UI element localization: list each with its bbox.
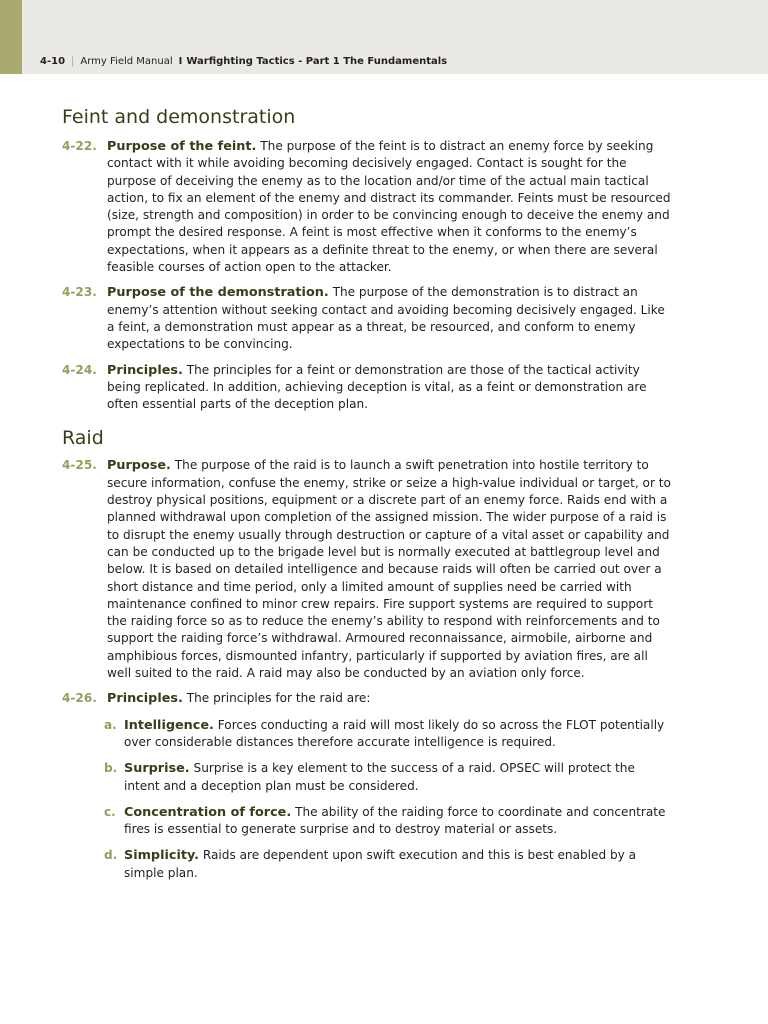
list-item-letter: d. — [104, 848, 118, 863]
list-item-concentration-of-force — [62, 804, 672, 839]
list-item-letter: c. — [104, 804, 116, 819]
header-separator: | — [71, 56, 75, 67]
list-item-letter: b. — [104, 761, 118, 776]
chapter-tab — [0, 0, 22, 74]
list-item-text: Raids are dependent upon swift execution and this is best enabled by a simple plan. — [124, 848, 637, 880]
section-heading-raid: Raid — [62, 427, 104, 450]
paragraph-lead: Principles. — [107, 362, 183, 378]
paragraph-lead: Principles. — [107, 691, 183, 707]
running-header — [40, 56, 447, 68]
paragraph-4-24 — [62, 362, 672, 414]
paragraph-text: The purpose of the demonstration is to distract an enemy’s attention without seeking contact and avoiding becoming decisively engaged. Like a feint, a demonstration must appear as a threat, be resourced, and conform to enemy expectations to be convincing. — [107, 285, 665, 352]
paragraph-lead: Purpose. — [107, 458, 171, 474]
list-item-lead: Simplicity. — [124, 848, 199, 864]
paragraph-number: 4-25. — [62, 458, 97, 473]
list-item-lead: Intelligence. — [124, 717, 214, 733]
list-item-lead: Concentration of force. — [124, 804, 292, 820]
paragraph-lead: Purpose of the demonstration. — [107, 285, 329, 301]
paragraph-number: 4-26. — [62, 691, 97, 706]
paragraph-number: 4-23. — [62, 285, 97, 300]
paragraph-number: 4-22. — [62, 139, 97, 153]
paragraph-number: 4-24. — [62, 362, 97, 377]
list-item-text: Surprise is a key element to the success of a raid. OPSEC will protect the intent and a deception plan must be considered. — [124, 761, 635, 793]
list-item-intelligence — [62, 717, 672, 752]
paragraph-4-25 — [62, 457, 672, 682]
page-body — [62, 104, 672, 882]
list-item-text: Forces conducting a raid will most likely do so across the FLOT potentially over considerable distances therefore accurate intelligence is required. — [124, 717, 665, 749]
section-heading-feint: Feint and demonstration — [62, 106, 296, 128]
page-number: 4-10 — [40, 56, 66, 67]
paragraph-4-23 — [62, 284, 672, 353]
paragraph-text: The principles for the raid are: — [186, 691, 371, 706]
list-item-surprise — [62, 760, 672, 795]
header-divider: I — [178, 56, 183, 67]
list-item-lead: Surprise. — [124, 761, 190, 777]
manual-name: Army Field Manual — [80, 56, 173, 67]
list-item-text: The ability of the raiding force to coordinate and concentrate fires is essential to generate surprise and to destroy material or assets. — [124, 804, 666, 837]
paragraph-4-22 — [62, 138, 672, 276]
list-item-simplicity — [62, 847, 672, 882]
paragraph-4-26 — [62, 690, 672, 707]
paragraph-text: The principles for a feint or demonstration are those of the tactical activity being replicated. In addition, achieving deception is vital, as a feint or demonstration are often essential parts of the deception plan. — [107, 362, 647, 412]
paragraph-text: The purpose of the raid is to launch a swift penetration into hostile territory to secure information, confuse the enemy, strike or seize a high-value individual or target, or to destroy physical positions, equipment or a discrete part of an enemy force. Raids end with a planned withdrawal upon completion of the assigned mission. The wider purpose of a raid is to disrupt the enemy usually through destruction or capture of a vital asset or capability and can be conducted up to the brigade level but is normally executed at battlegroup level and below. It is based on detailed intelligence and because raids will often be carried out over a short distance and time period, only a limited amount of supplies need be carried with maintenance confined to minor crew repairs. Fire support systems are required to support the raiding force so as to reduce the enemy’s ability to respond with reinforcements and to support the raiding force’s withdrawal. Armoured reconnaissance, airmobile, airborne and amphibious forces, dismounted infantry, particularly if supported by aviation fires, are all well suited to the raid. A raid may also be conducted by an aviation only force. — [107, 458, 671, 681]
paragraph-lead: Purpose of the feint. — [107, 139, 257, 154]
list-item-letter: a. — [104, 717, 117, 732]
manual-title: Warfighting Tactics - Part 1 The Fundamentals — [186, 56, 448, 67]
paragraph-text: The purpose of the feint is to distract an enemy force by seeking contact with it while avoiding becoming decisively engaged. Contact is sought for the purpose of deceiving the enemy as to the location and/or time of the actual main tactical action, to fix an element of the enemy and distract its commander. Feints must be resourced (size, strength and composition) in order to be convincing enough to deceive the enemy and prompt the desired response. A feint is most effective when it conforms to the enemy’s expectations, when it appears as a definite threat to the enemy, or when there are several feasible courses of action open to the attacker. — [107, 139, 671, 275]
